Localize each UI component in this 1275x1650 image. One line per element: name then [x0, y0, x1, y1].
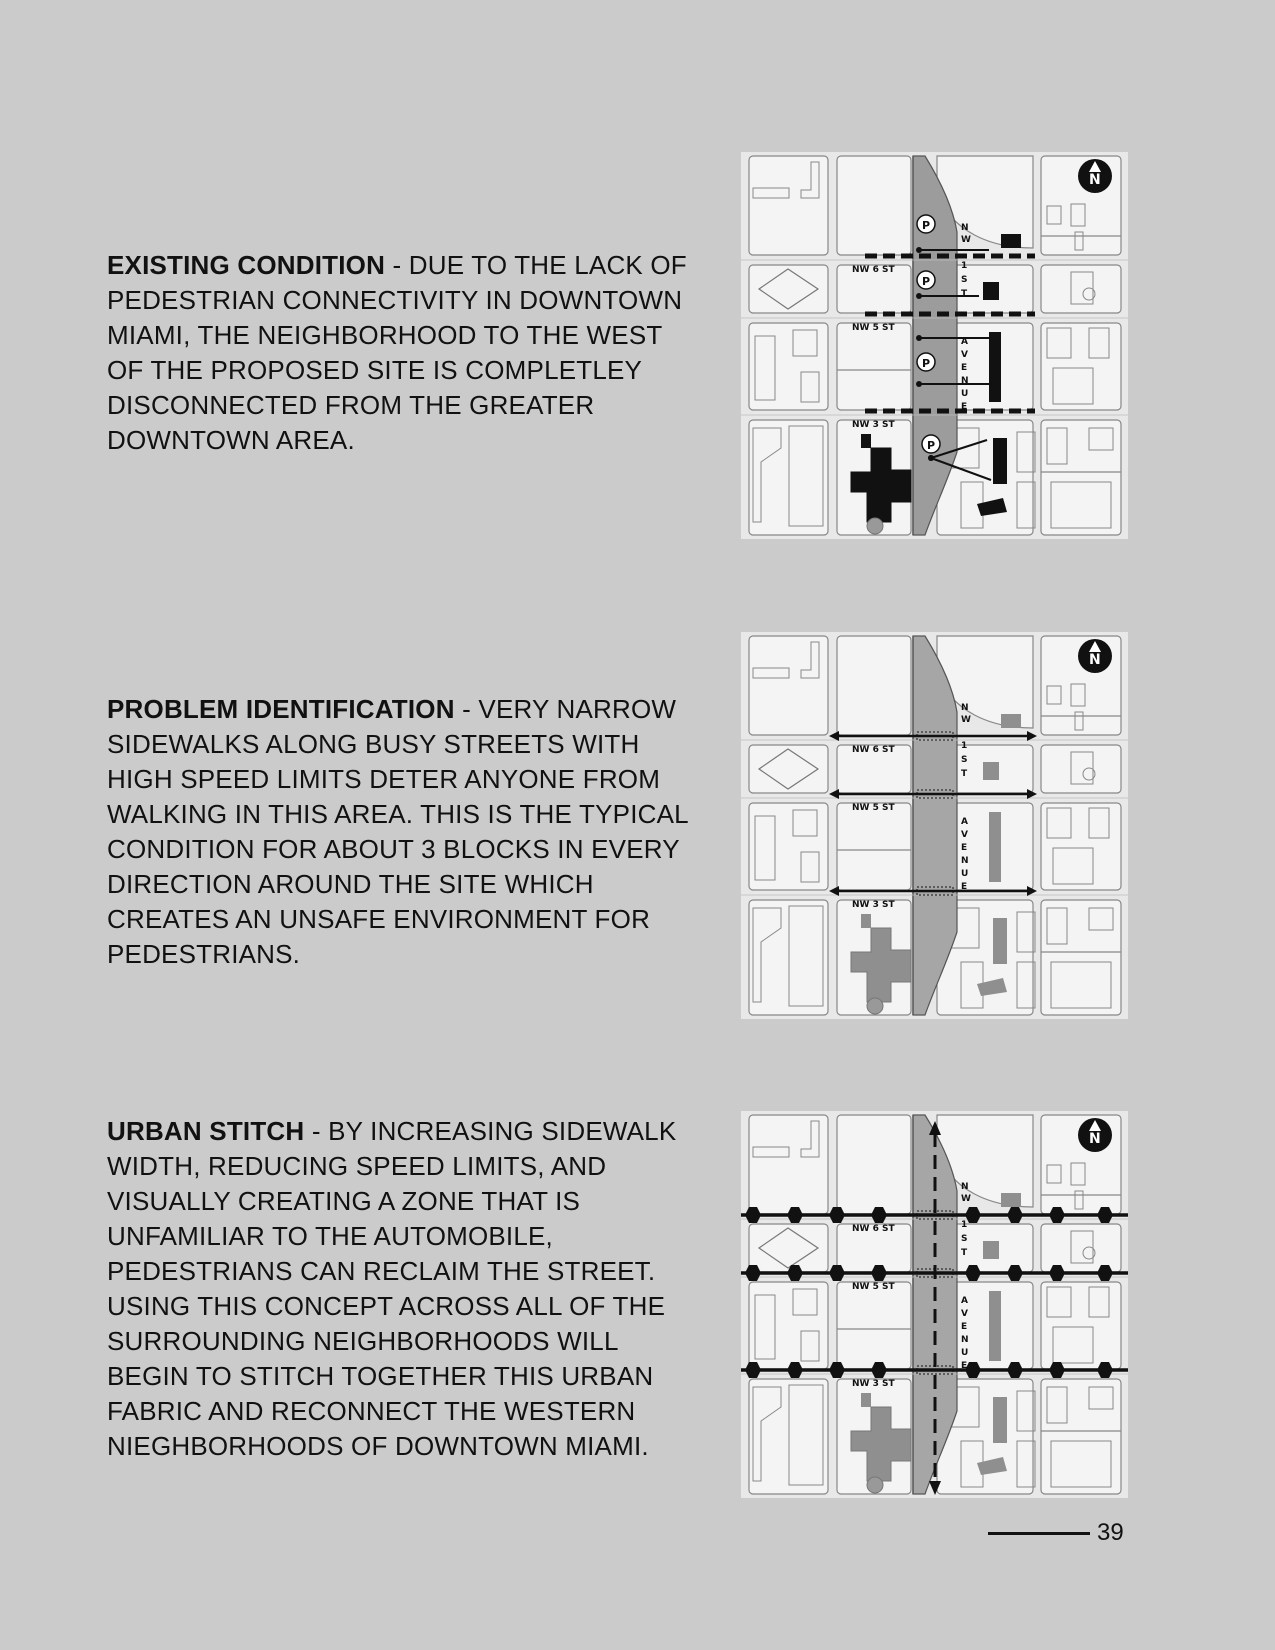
- avenue-label-letter: W: [961, 1194, 971, 1204]
- street-label: NW 5 ST: [852, 803, 895, 813]
- building-solid: [861, 1393, 871, 1407]
- map-svg: [741, 1111, 1128, 1498]
- building-solid: [983, 762, 999, 780]
- map-svg: [741, 152, 1128, 539]
- city-block: [749, 1115, 828, 1214]
- section-title: URBAN STITCH: [107, 1116, 305, 1146]
- arrow-origin: [916, 247, 922, 253]
- avenue-label-letter: E: [961, 402, 968, 412]
- arrow-origin: [916, 293, 922, 299]
- city-block: [837, 1282, 911, 1369]
- avenue-label-letter: V: [961, 1309, 968, 1319]
- avenue-label-letter: N: [961, 856, 969, 866]
- avenue-label-letter: T: [961, 289, 968, 299]
- page-footer: [988, 1518, 1128, 1548]
- section-problem-identification: [107, 692, 692, 972]
- north-label: N: [1089, 172, 1101, 188]
- avenue-label-letter: N: [961, 703, 969, 713]
- city-block: [749, 636, 828, 735]
- avenue-label-letter: E: [961, 843, 968, 853]
- map-urban-stitch: [741, 1111, 1128, 1498]
- fountain: [867, 998, 883, 1014]
- avenue-label-letter: E: [961, 882, 968, 892]
- building-solid: [983, 282, 999, 300]
- city-block: [749, 156, 828, 255]
- section-body: - DUE TO THE LACK OF PEDESTRIAN CONNECTIVITY IN DOWNTOWN MIAMI, THE NEIGHBORHOOD TO THE WEST OF THE PROPOSED SITE IS COMPLETLEY DISCONNECTED FROM THE GREATER DOWNTOWN AREA.: [107, 250, 687, 455]
- building-solid: [861, 434, 871, 448]
- parking-label: P: [927, 439, 936, 452]
- building-solid: [993, 918, 1007, 964]
- avenue-label-letter: S: [961, 755, 968, 765]
- section-body: - VERY NARROW SIDEWALKS ALONG BUSY STREETS WITH HIGH SPEED LIMITS DETER ANYONE FROM WALKING IN THIS AREA. THIS IS THE TYPICAL CONDITION FOR ABOUT 3 BLOCKS IN EVERY DIRECTION AROUND THE SITE WHICH CREATES AN UNSAFE ENVIRONMENT FOR PEDESTRIANS.: [107, 694, 688, 969]
- city-block: [749, 745, 828, 793]
- building-solid: [993, 438, 1007, 484]
- avenue-label-letter: E: [961, 1361, 968, 1371]
- avenue-label-letter: E: [961, 363, 968, 373]
- avenue-label-letter: N: [961, 1182, 969, 1192]
- map-existing-condition: [741, 152, 1128, 539]
- avenue-label-letter: 1: [961, 1220, 968, 1230]
- page-number: 39: [1097, 1519, 1124, 1546]
- city-block: [837, 803, 911, 890]
- avenue-label-letter: A: [961, 337, 968, 347]
- city-block: [1041, 1379, 1121, 1494]
- street-label: NW 3 ST: [852, 900, 895, 910]
- street-label: NW 5 ST: [852, 1282, 895, 1292]
- avenue-label-letter: T: [961, 769, 968, 779]
- city-block: [1041, 420, 1121, 535]
- avenue-label-letter: V: [961, 830, 968, 840]
- avenue-label-letter: S: [961, 275, 968, 285]
- street-label: NW 3 ST: [852, 420, 895, 430]
- street-label: NW 6 ST: [852, 745, 895, 755]
- building-solid: [1001, 234, 1021, 248]
- avenue-label-letter: E: [961, 1322, 968, 1332]
- avenue-label-letter: T: [961, 1248, 968, 1258]
- parking-label: P: [922, 219, 931, 232]
- arrow-origin: [928, 455, 934, 461]
- street-label: NW 3 ST: [852, 1379, 895, 1389]
- building-solid: [983, 1241, 999, 1259]
- section-existing-condition: [107, 248, 692, 458]
- map-svg: [741, 632, 1128, 1019]
- building-solid: [989, 812, 1001, 882]
- arrow-origin: [916, 381, 922, 387]
- avenue-label-letter: N: [961, 1335, 969, 1345]
- section-title: PROBLEM IDENTIFICATION: [107, 694, 455, 724]
- city-block: [1041, 900, 1121, 1015]
- city-block: [837, 156, 911, 255]
- avenue-label-letter: N: [961, 223, 969, 233]
- parking-label: P: [922, 357, 931, 370]
- parking-label: P: [922, 275, 931, 288]
- building-solid: [989, 1291, 1001, 1361]
- street-label: NW 5 ST: [852, 323, 895, 333]
- arrow-origin: [916, 335, 922, 341]
- building-solid: [1001, 1193, 1021, 1207]
- avenue-label-letter: U: [961, 869, 969, 879]
- city-block: [837, 323, 911, 410]
- street-label: NW 6 ST: [852, 265, 895, 275]
- building-solid: [989, 332, 1001, 402]
- building-solid: [993, 1397, 1007, 1443]
- avenue-label-letter: S: [961, 1234, 968, 1244]
- city-block: [837, 1115, 911, 1214]
- section-title: EXISTING CONDITION: [107, 250, 386, 280]
- avenue-label-letter: 1: [961, 261, 968, 271]
- section-urban-stitch: [107, 1114, 692, 1464]
- street-label: NW 6 ST: [852, 1224, 895, 1234]
- avenue-label-letter: U: [961, 389, 969, 399]
- avenue-label-letter: A: [961, 817, 968, 827]
- fountain: [867, 1477, 883, 1493]
- building-solid: [861, 914, 871, 928]
- map-problem-identification: [741, 632, 1128, 1019]
- avenue-label-letter: U: [961, 1348, 969, 1358]
- city-block: [749, 265, 828, 313]
- city-block: [749, 1224, 828, 1272]
- avenue-label-letter: V: [961, 350, 968, 360]
- avenue-label-letter: W: [961, 715, 971, 725]
- section-body: - BY INCREASING SIDEWALK WIDTH, REDUCING SPEED LIMITS, AND VISUALLY CREATING A ZONE THAT IS UNFAMILIAR TO THE AUTOMOBILE, PEDESTRIANS CAN RECLAIM THE STREET. USING THIS CONCEPT ACROSS ALL OF THE SURROUNDING NEIGHBORHOODS WILL BEGIN TO STITCH TOGETHER THIS URBAN FABRIC AND RECONNECT THE WESTERN NIEGHBORHOODS OF DOWNTOWN MIAMI.: [107, 1116, 677, 1461]
- avenue-label-letter: 1: [961, 741, 968, 751]
- city-block: [837, 636, 911, 735]
- avenue-label-letter: A: [961, 1296, 968, 1306]
- fountain: [867, 518, 883, 534]
- north-label: N: [1089, 652, 1101, 668]
- building-solid: [1001, 714, 1021, 728]
- north-label: N: [1089, 1131, 1101, 1147]
- footer-rule: [988, 1532, 1090, 1535]
- avenue-label-letter: N: [961, 376, 969, 386]
- avenue-label-letter: W: [961, 235, 971, 245]
